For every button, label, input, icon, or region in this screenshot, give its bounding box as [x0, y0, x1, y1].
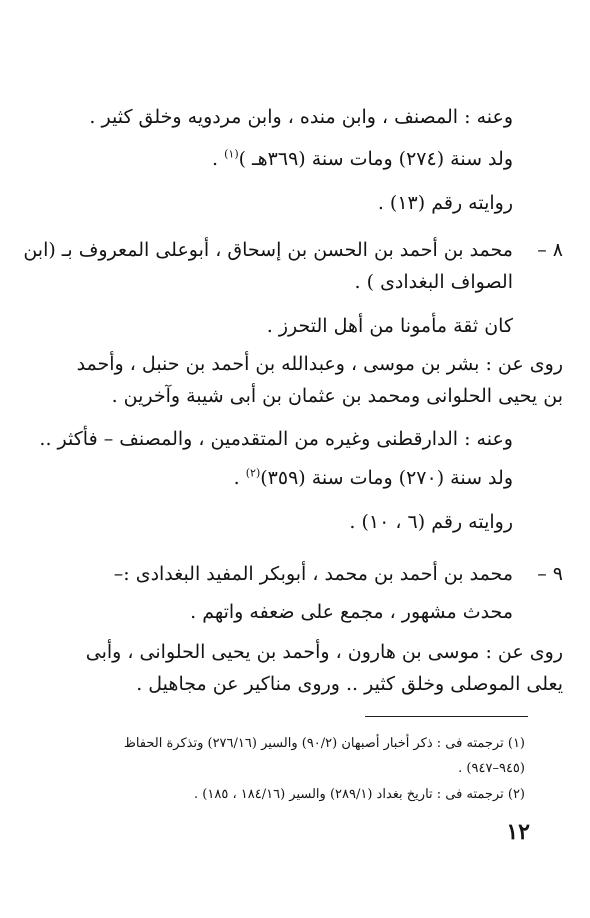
section-8-teachers-line-2: بن يحيى الحلوانى ومحمد بن عثمان بن أبى شيبة وآخرين .	[111, 385, 563, 407]
section-9-number: ٩ –	[537, 563, 563, 585]
section-8-birth-death-line	[234, 464, 513, 492]
section-9-name-line: محمد بن أحمد بن محمد ، أبوبكر المفيد البغدادى :–	[113, 563, 513, 585]
section-7-birth-death-text: ولد سنة (٢٧٤) ومات سنة (٣٦٩هـ )	[238, 148, 513, 170]
footnote-1-line-1: (١) ترجمته فى : ذكر أخبار أصبهان (٩٠/٢) والسير (٢٧٦/١٦) وتذكرة الحفاظ	[123, 736, 525, 751]
footnote-ref-2: (٢)	[245, 466, 261, 480]
footnote-separator	[365, 716, 528, 717]
footnote-2-line: (٢) ترجمته فى : تاريخ بغداد (٢٨٩/١) والسير (١٨٤/١٦ ، ١٨٥) .	[194, 787, 525, 802]
section-7-riwayat-line: روايته رقم (١٣) .	[377, 192, 513, 214]
section-8-grade-line: كان ثقة مأمونا من أهل التحرز .	[266, 315, 513, 337]
section-9-teachers-line-2: يعلى الموصلى وخلق كثير .. وروى مناكير عن مجاهيل .	[136, 673, 563, 695]
section-8-teachers-line-1: روى عن : بشر بن موسى ، وعبدالله بن أحمد بن حنبل ، وأحمد	[76, 353, 563, 375]
footnote-1-line-2: (٩٤٥–٩٤٧) .	[458, 761, 525, 776]
section-7-birth-death-line	[212, 145, 513, 173]
section-8-students-line: وعنه : الدارقطنى وغيره من المتقدمين ، والمصنف – فأكثر ..	[39, 428, 513, 450]
section-8-birth-death-text: ولد سنة (٢٧٠) ومات سنة (٣٥٩)	[260, 467, 513, 489]
section-8-number: ٨ –	[537, 239, 563, 261]
page-number: ١٢	[506, 819, 530, 845]
section-8-riwayat-line: روايته رقم (٦ ، ١٠) .	[349, 511, 513, 533]
section-7-students-line: وعنه : المصنف ، وابن منده ، وابن مردويه وخلق كثير .	[89, 106, 513, 128]
section-8-name-line-2: الصواف البغدادى ) .	[354, 271, 513, 293]
footnote-ref-1: (١)	[224, 147, 239, 161]
section-7-birth-death-end: .	[212, 148, 219, 170]
section-9-teachers-line-1: روى عن : موسى بن هارون ، وأحمد بن يحيى الحلوانى ، وأبى	[85, 641, 563, 663]
section-8-name-line-1: محمد بن أحمد بن الحسن بن إسحاق ، أبوعلى المعروف بـ (ابن	[23, 239, 513, 261]
section-8-birth-death-end: .	[233, 467, 240, 489]
section-9-grade-line: محدث مشهور ، مجمع على ضعفه واتهم .	[190, 601, 513, 623]
